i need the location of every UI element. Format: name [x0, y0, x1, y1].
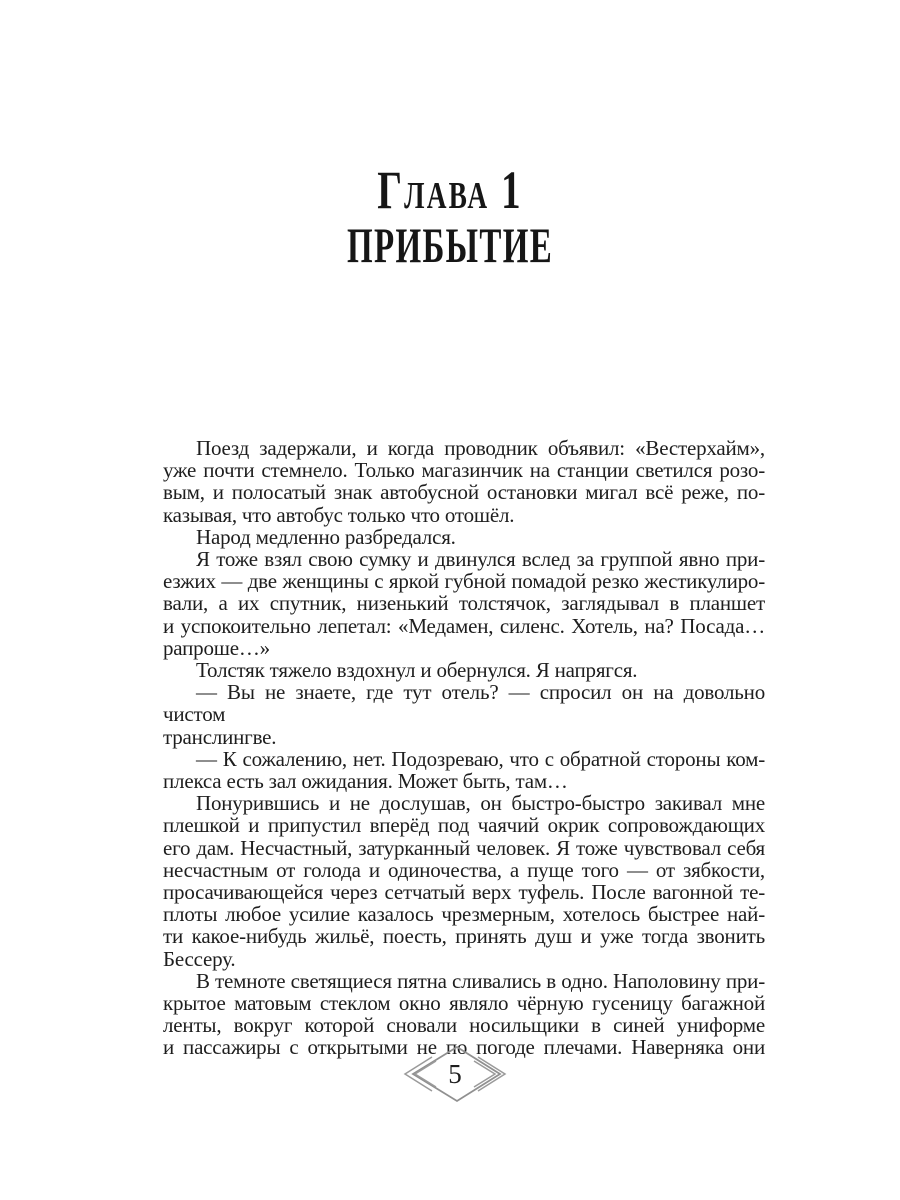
- paragraph: [163, 526, 765, 548]
- text-line: уже почти стемнело. Только магазинчик на станции светился розо-: [163, 458, 765, 483]
- text-line: Народ медленно разбредался.: [196, 524, 456, 549]
- chapter-label-row: [0, 160, 900, 220]
- text-line: Бессеру.: [163, 946, 236, 971]
- text-line: рапроше…»: [163, 635, 270, 660]
- paragraph: [163, 659, 765, 681]
- text-line: плекса есть зал ожидания. Может быть, там…: [163, 769, 568, 794]
- chapter-label: Глава 1: [377, 160, 523, 220]
- text-line: — К сожалению, нет. Подозреваю, что с обратной стороны ком-: [196, 746, 765, 771]
- left-chevron-outer: [405, 1057, 432, 1091]
- text-line: Поезд задержали, и когда проводник объявил: «Вестерхайм»,: [196, 436, 765, 460]
- paragraph: [163, 748, 765, 792]
- text-line: плоты любое усилие казалось чрезмерным, хотелось быстрее най-: [163, 902, 765, 927]
- page-footer: [395, 1039, 515, 1109]
- text-line: — Вы не знаете, где тут отель? — спросил он на довольно чистом: [163, 680, 765, 727]
- diamond-ornament-icon: [395, 1039, 515, 1109]
- chapter-title-row: [0, 217, 900, 273]
- paragraph: [163, 681, 765, 748]
- text-line: просачивающейся через сетчатый верх туфель. После вагонной те-: [163, 880, 765, 905]
- paragraph: [163, 792, 765, 970]
- text-line: и успокоительно лепетал: «Медамен, силенс. Хотель, на? Посада…: [163, 613, 765, 638]
- text-line: и пассажиры с открытыми не по погоде плечами. Наверняка они: [163, 1035, 765, 1060]
- text-line: крытое матовым стеклом окно являло чёрную гусеницу багажной: [163, 991, 765, 1016]
- paragraph: [163, 437, 765, 526]
- text-line: Толстяк тяжело вздохнул и обернулся. Я напрягся.: [196, 658, 638, 683]
- text-line: плешкой и припустил вперёд под чаячий окрик сопровождающих: [163, 813, 765, 838]
- text-line: езжих — две женщины с яркой губной помадой резко жестикулиро-: [163, 569, 765, 594]
- text-line: вали, а их спутник, низенький толстячок, заглядывал в планшет: [163, 591, 765, 616]
- text-line: Понурившись и не дослушав, он быстро-быстро закивал мне: [196, 791, 765, 816]
- text-line: Я тоже взял свою сумку и двинулся вслед за группой явно при-: [196, 547, 765, 572]
- paragraph: [163, 548, 765, 659]
- body-text: [163, 437, 765, 1059]
- text-line: транслингве.: [163, 724, 277, 749]
- page-number: 5: [448, 1059, 462, 1089]
- chapter-title: ПРИБЫТИЕ: [347, 217, 553, 273]
- text-line: несчастным от голода и одиночества, а пуще того — от зябкости,: [163, 857, 765, 882]
- text-line: ленты, вокруг которой сновали носильщики в синей униформе: [163, 1013, 765, 1038]
- text-line: В темноте светящиеся пятна сливались в одно. Наполовину при-: [196, 968, 765, 993]
- text-line: его дам. Несчастный, затурканный человек. Я тоже чувствовал себя: [163, 835, 765, 860]
- text-line: ти какое-нибудь жильё, поесть, принять душ и уже тогда звонить: [163, 924, 765, 949]
- text-line: вым, и полосатый знак автобусной остановки мигал всё реже, по-: [163, 480, 765, 505]
- text-line: казывая, что автобус только что отошёл.: [163, 502, 515, 527]
